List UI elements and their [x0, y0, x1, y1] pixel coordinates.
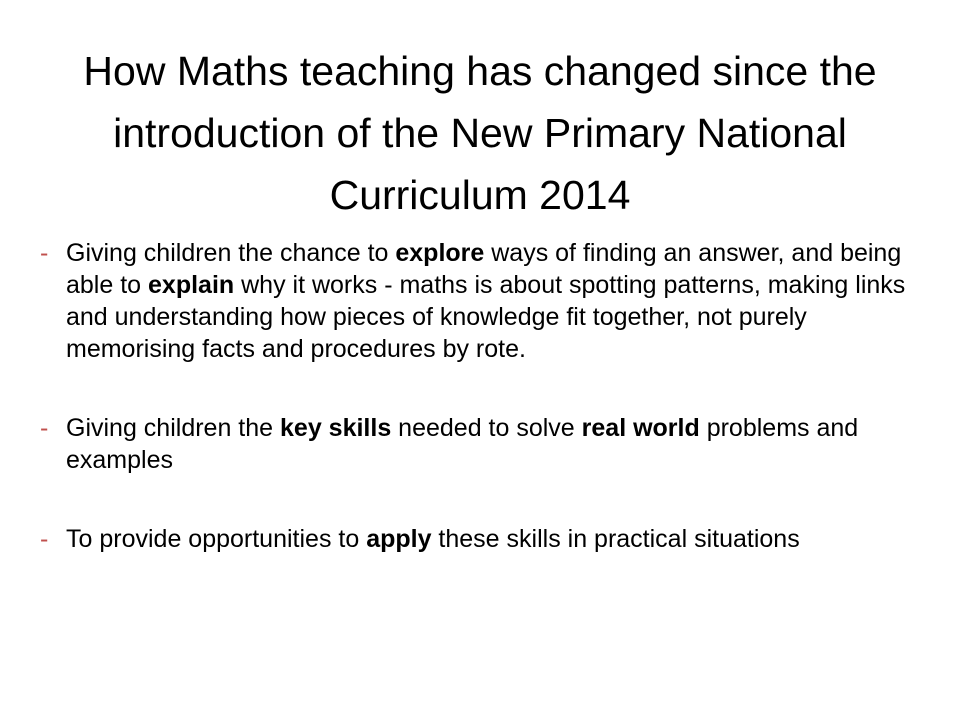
bullet-dash: - — [40, 525, 49, 553]
slide-title: How Maths teaching has changed since the introduction of the New Primary National Curriculum 2014 — [83, 48, 877, 218]
bullet-item — [40, 412, 930, 476]
bullet-segment: Giving children the chance to — [66, 239, 396, 267]
bullet-dash: - — [40, 414, 49, 442]
bullet-item — [40, 237, 930, 365]
bullet-keyword: explore — [395, 239, 485, 267]
bullet-segment: To provide opportunities to — [66, 525, 367, 553]
bullet-segment: these skills in practical situations — [431, 525, 800, 553]
bullet-text — [66, 414, 858, 474]
bullet-text — [66, 239, 905, 363]
bullet-keyword: key skills — [280, 414, 392, 442]
bullet-text — [66, 525, 800, 553]
bullet-list — [40, 237, 930, 555]
bullet-keyword: explain — [148, 271, 235, 299]
bullet-segment: ways of finding an answer, and being able to — [66, 239, 902, 299]
bullet-segment: why it works - maths is about spotting patterns, making links and understanding how pieces of knowledge fit together, not purely memorising facts and procedures by rote. — [66, 271, 906, 363]
bullet-segment: Giving children the — [66, 414, 281, 442]
bullet-keyword: apply — [366, 525, 432, 553]
bullet-dash: - — [40, 239, 49, 267]
bullet-segment: problems and examples — [66, 414, 859, 474]
bullet-keyword: real world — [581, 414, 700, 442]
bullet-segment: needed to solve — [391, 414, 582, 442]
bullet-item — [40, 523, 930, 555]
